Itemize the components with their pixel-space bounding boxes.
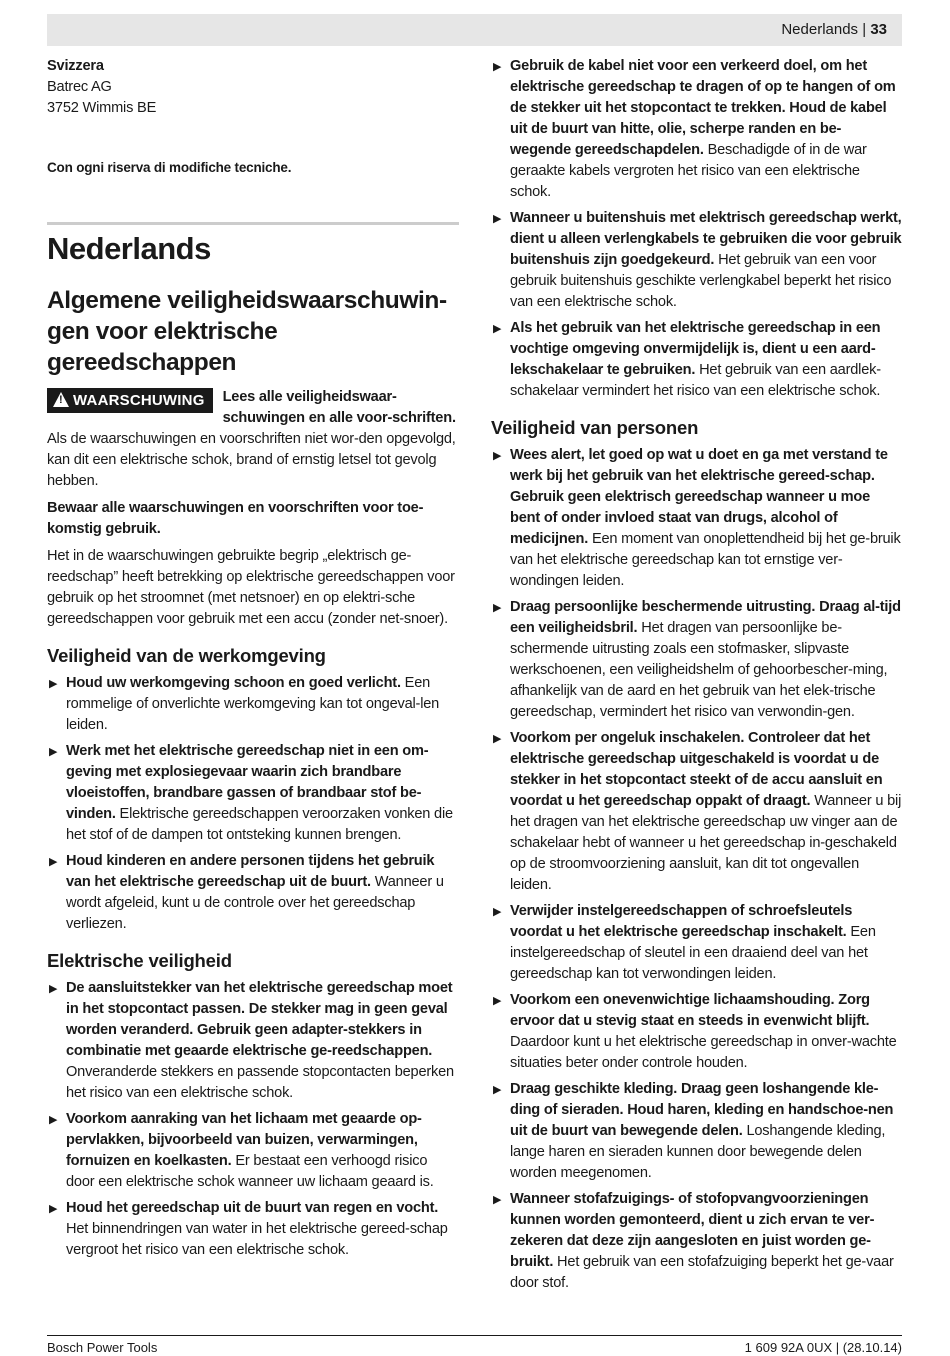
list-item bbox=[47, 851, 459, 935]
bullet-arrow-icon: ▶ bbox=[493, 995, 502, 1007]
warning-rest: Als de waarschuwingen en voorschriften niet wor-den opgevolgd, kan dit een elektrische schok, brand of ernstig letsel tot gevolg hebben. bbox=[47, 431, 456, 489]
page-header bbox=[47, 14, 902, 46]
left-column bbox=[47, 56, 459, 1266]
list-item bbox=[491, 597, 902, 723]
bullet-arrow-icon: ▶ bbox=[49, 746, 58, 758]
footer-brand: Bosch Power Tools bbox=[47, 1340, 158, 1355]
item-bold: De aansluitstekker van het elektrische gereedschap moet in het stopcontact passen. De stekker mag in geen geval worden veranderd. Gebruik geen adapter-stekkers in combinatie met geaarde elektrische ge-reedschappen. bbox=[66, 980, 453, 1059]
list-item bbox=[491, 445, 902, 592]
item-text: Een moment van onoplettendheid bij het ge-bruik van het elektrische gereedschap kan tot ernstige ver-wondingen leiden. bbox=[510, 531, 901, 589]
item-text: Wanneer u wordt afgeleid, kunt u de controle over het gereedschap verliezen. bbox=[66, 874, 444, 932]
item-bold: Houd kinderen en andere personen tijdens het gebruik van het elektrische gereedschap uit de buurt. bbox=[66, 853, 435, 890]
item-bold: Verwijder instelgereedschappen of schroefsleutels voordat u het elektrische gereedschap inschakelt. bbox=[510, 903, 853, 940]
item-text: Wanneer u bij het dragen van het elektrische gereedschap uw vinger aan de schakelaar hebt of wanneer u het gereedschap in-geschakeld op de stroomvoorziening aansluit, kan dit tot ongevallen leiden. bbox=[510, 793, 902, 893]
warning-badge bbox=[47, 388, 213, 413]
item-bold: Voorkom aanraking van het lichaam met geaarde op-pervlakken, bijvoorbeeld van buizen, verwarmingen, fornuizen en koelkasten. bbox=[66, 1111, 422, 1169]
item-bold: Draag persoonlijke beschermende uitrusting. Draag al-tijd een veiligheidsbril. bbox=[510, 599, 901, 636]
item-text: Elektrische gereedschappen veroorzaken vonken die het stof of de dampen tot ontsteking kunnen brengen. bbox=[66, 806, 453, 843]
item-bold: Voorkom een onevenwichtige lichaamshouding. Zorg ervoor dat u stevig staat en steeds in evenwicht blijft. bbox=[510, 992, 870, 1029]
item-text: Daardoor kunt u het elektrische gereedschap in onver-wachte situaties beter onder controle houden. bbox=[510, 1034, 897, 1071]
list-item bbox=[491, 728, 902, 896]
list-item bbox=[491, 1079, 902, 1184]
bullet-arrow-icon: ▶ bbox=[493, 450, 502, 462]
section-title-personal-safety: Veiligheid van personen bbox=[491, 417, 699, 438]
item-bold: Houd uw werkomgeving schoon en goed verlicht. bbox=[66, 675, 401, 691]
list-item bbox=[491, 318, 902, 402]
bullet-arrow-icon: ▶ bbox=[493, 906, 502, 918]
list-item bbox=[47, 1198, 459, 1261]
page-number: 33 bbox=[870, 21, 887, 38]
address-block bbox=[47, 56, 459, 119]
address-country: Svizzera bbox=[47, 58, 104, 74]
warning-block bbox=[47, 387, 459, 492]
list-item bbox=[47, 978, 459, 1104]
definition-paragraph: Het in de waarschuwingen gebruikte begrip „elektrisch ge-reedschap” heeft betrekking op elektrische gereedschappen voor gebruik op het stroomnet (met netsnoer) en op elektri-sche gereedschappen voor gebruik met een accu (zonder net-snoer). bbox=[47, 548, 455, 627]
footer-divider bbox=[47, 1335, 902, 1336]
keep-instructions: Bewaar alle waarschuwingen en voorschriften voor toe-komstig gebruik. bbox=[47, 500, 424, 537]
bullet-arrow-icon: ▶ bbox=[493, 323, 502, 335]
item-bold: Wanneer u buitenshuis met elektrisch gereedschap werkt, dient u alleen verlengkabels te gebruiken die voor gebruik buitenshuis zijn goedgekeurd. bbox=[510, 210, 902, 268]
language-heading: Nederlands bbox=[47, 231, 211, 266]
list-item bbox=[491, 1189, 902, 1294]
footer-doc-code: 1 609 92A 0UX | (28.10.14) bbox=[744, 1340, 902, 1355]
general-heading: Algemene veiligheidswaarschuwin-gen voor elektrische gereedschappen bbox=[47, 287, 447, 376]
list-item bbox=[47, 1109, 459, 1193]
item-bold: Wees alert, let goed op wat u doet en ga met verstand te werk bij het gebruik van het elektrische gereed-schap. Gebruik geen elektrisch gereedschap wanneer u moe bent of onder invloed staat van drugs, alcohol of medicijnen. bbox=[510, 447, 888, 547]
bullet-arrow-icon: ▶ bbox=[493, 1194, 502, 1206]
item-bold: Gebruik de kabel niet voor een verkeerd doel, om het elektrische gereedschap te dragen of op te hangen of om de stekker uit het stopcontact te trekken. Houd de kabel uit de buurt van hitte, olie, scherpe randen en be-wegende gereedschapdelen. bbox=[510, 58, 896, 158]
bullet-arrow-icon: ▶ bbox=[49, 856, 58, 868]
item-text: Het dragen van persoonlijke be-schermende uitrusting zoals een stofmasker, slipvaste werkschoenen, een veiligheidshelm of gehoorbescher-ming, afhankelijk van de aard en het gebruik van het elek-trische gereedschap, vermindert het risico van verwondin-gen. bbox=[510, 620, 888, 720]
address-company: Batrec AG bbox=[47, 79, 112, 95]
warning-triangle-icon: ! bbox=[53, 392, 69, 407]
bullet-arrow-icon: ▶ bbox=[493, 213, 502, 225]
item-text: Het gebruik van een voor gebruik buitenshuis geschikte verlengkabel beperkt het risico van een elektrische schok. bbox=[510, 252, 892, 310]
list-item bbox=[47, 673, 459, 736]
bullet-arrow-icon: ▶ bbox=[49, 983, 58, 995]
warning-badge-label: WAARSCHUWING bbox=[73, 392, 205, 409]
list-item bbox=[491, 990, 902, 1074]
list-item bbox=[491, 208, 902, 313]
item-text: Beschadigde of in de war geraakte kabels vergroten het risico van een elektrische schok. bbox=[510, 142, 867, 200]
item-bold: Voorkom per ongeluk inschakelen. Controleer dat het elektrische gereedschap uitgeschakeld is voordat u de stekker in het stopcontact steekt of de accu aansluit en voordat u het gereedschap oppakt of draagt. bbox=[510, 730, 883, 809]
item-text: Het gebruik van een aardlek-schakelaar vermindert het risico van een elektrische schok. bbox=[510, 362, 881, 399]
section-divider bbox=[47, 222, 459, 225]
address-city: 3752 Wimmis BE bbox=[47, 100, 157, 116]
bullet-arrow-icon: ▶ bbox=[493, 602, 502, 614]
list-item bbox=[491, 56, 902, 203]
warning-bold: Lees alle veiligheidswaar-schuwingen en alle voor-schriften. bbox=[222, 389, 456, 426]
item-text: Er bestaat een verhoogd risico door een elektrische schok wanneer uw lichaam geaard is. bbox=[66, 1153, 434, 1190]
header-separator: | bbox=[862, 21, 867, 38]
right-column bbox=[491, 56, 902, 1299]
item-text: Het binnendringen van water in het elektrische gereed-schap vergroot het risico van een elektrische schok. bbox=[66, 1221, 448, 1258]
list-item bbox=[491, 901, 902, 985]
bullet-arrow-icon: ▶ bbox=[493, 1084, 502, 1096]
item-bold: Werk met het elektrische gereedschap niet in een om-geving met explosiegevaar waarin zich brandbare vloeistoffen, brandbare gassen of brandbaar stof be-vinden. bbox=[66, 743, 429, 822]
bullet-arrow-icon: ▶ bbox=[49, 678, 58, 690]
reserve-note: Con ogni riserva di modifiche tecniche. bbox=[47, 160, 292, 175]
item-bold: Draag geschikte kleding. Draag geen loshangende kle-ding of sieraden. Houd haren, kleding en handschoe-nen uit de buurt van bewegende delen. bbox=[510, 1081, 894, 1139]
bullet-arrow-icon: ▶ bbox=[493, 733, 502, 745]
item-text: Loshangende kleding, lange haren en sieraden kunnen door bewegende delen worden meegenomen. bbox=[510, 1123, 886, 1181]
list-item bbox=[47, 741, 459, 846]
bullet-arrow-icon: ▶ bbox=[49, 1203, 58, 1215]
item-bold: Wanneer stofafzuigings- of stofopvangvoorzieningen kunnen worden gemonteerd, dient u zich ervan te ver-zekeren dat deze zijn aangesloten en juist worden ge-bruikt. bbox=[510, 1191, 875, 1270]
item-text: Onveranderde stekkers en passende stopcontacten beperken het risico van een elektrische schok. bbox=[66, 1064, 454, 1101]
header-text bbox=[781, 21, 887, 38]
bullet-arrow-icon: ▶ bbox=[493, 61, 502, 73]
item-bold: Als het gebruik van het elektrische gereedschap in een vochtige omgeving onvermijdelijk is, dient u een aard-lekschakelaar te gebruiken. bbox=[510, 320, 881, 378]
item-text: Het gebruik van een stofafzuiging beperkt het ge-vaar door stof. bbox=[510, 1254, 894, 1291]
item-text: Een instelgereedschap of sleutel in een draaiend deel van het gereedschap kan tot verwondingen leiden. bbox=[510, 924, 876, 982]
item-text: Een rommelige of onverlichte werkomgeving kan tot ongeval-len leiden. bbox=[66, 675, 440, 733]
section-title-electrical: Elektrische veiligheid bbox=[47, 950, 232, 971]
header-language: Nederlands bbox=[781, 21, 859, 38]
section-title-work-area: Veiligheid van de werkomgeving bbox=[47, 645, 326, 666]
bullet-arrow-icon: ▶ bbox=[49, 1114, 58, 1126]
item-bold: Houd het gereedschap uit de buurt van regen en vocht. bbox=[66, 1200, 439, 1216]
